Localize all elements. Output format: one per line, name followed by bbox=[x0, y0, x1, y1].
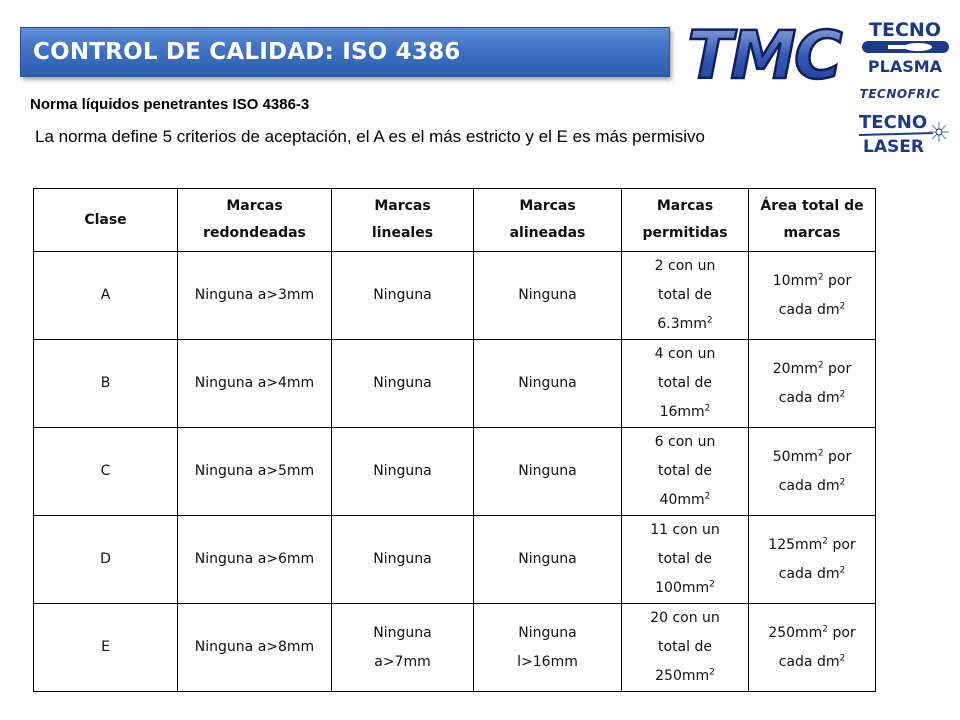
tecnolaser-logo bbox=[855, 108, 955, 158]
cell-redondeadas: Ninguna a>5mm bbox=[178, 428, 332, 516]
svg-text:TECNO: TECNO bbox=[869, 19, 941, 41]
cell-lineales: Ninguna bbox=[332, 428, 474, 516]
cell-area-total: $50mm^2$ por cada $dm^2$ bbox=[749, 428, 876, 516]
header-clase: Clase bbox=[34, 189, 178, 252]
svg-text:LASER: LASER bbox=[863, 137, 924, 157]
cell-permitidas: 4 con un total de $16mm^2$ bbox=[622, 340, 749, 428]
svg-text:PLASMA: PLASMA bbox=[867, 57, 943, 76]
cell-clase: B bbox=[34, 340, 178, 428]
table-header-row bbox=[34, 189, 876, 252]
cell-alineadas: Ninguna bbox=[474, 340, 622, 428]
tmc-logo bbox=[682, 12, 847, 90]
header-area-total: Área total de marcas bbox=[749, 189, 876, 252]
cell-alineadas: Ninguna bbox=[474, 516, 622, 604]
cell-area-total: $10mm^2$ por cada $dm^2$ bbox=[749, 252, 876, 340]
header-marcas-alineadas: Marcas alineadas bbox=[474, 189, 622, 252]
cell-clase: D bbox=[34, 516, 178, 604]
cell-area-total: $125mm^2$ por cada $dm^2$ bbox=[749, 516, 876, 604]
intro-text: La norma define 5 criterios de aceptación, el A es el más estricto y el E es más permisivo bbox=[35, 127, 705, 146]
table-row bbox=[34, 340, 876, 428]
svg-text:TMC: TMC bbox=[687, 17, 841, 90]
tecnoplasma-logo bbox=[858, 14, 953, 76]
cell-clase: E bbox=[34, 604, 178, 692]
cell-alineadas: Ninguna l>16mm bbox=[474, 604, 622, 692]
page-title: CONTROL DE CALIDAD: ISO 4386 bbox=[33, 39, 461, 65]
cell-area-total: $20mm^2$ por cada $dm^2$ bbox=[749, 340, 876, 428]
header-marcas-lineales: Marcas lineales bbox=[332, 189, 474, 252]
cell-redondeadas: Ninguna a>3mm bbox=[178, 252, 332, 340]
cell-lineales: Ninguna bbox=[332, 340, 474, 428]
title-banner bbox=[20, 27, 670, 77]
header-marcas-permitidas: Marcas permitidas bbox=[622, 189, 749, 252]
cell-lineales: Ninguna bbox=[332, 516, 474, 604]
header-marcas-redondeadas: Marcas redondeadas bbox=[178, 189, 332, 252]
cell-clase: A bbox=[34, 252, 178, 340]
cell-lineales: Ninguna a>7mm bbox=[332, 604, 474, 692]
table-row bbox=[34, 252, 876, 340]
cell-lineales: Ninguna bbox=[332, 252, 474, 340]
tecnofric-logo: TECNOFRIC bbox=[859, 87, 941, 101]
table-row bbox=[34, 428, 876, 516]
table-row bbox=[34, 604, 876, 692]
cell-permitidas: 11 con un total de $100mm^2$ bbox=[622, 516, 749, 604]
cell-alineadas: Ninguna bbox=[474, 428, 622, 516]
cell-permitidas: 2 con un total de $6.3mm^2$ bbox=[622, 252, 749, 340]
cell-redondeadas: Ninguna a>4mm bbox=[178, 340, 332, 428]
cell-alineadas: Ninguna bbox=[474, 252, 622, 340]
subtitle: Norma líquidos penetrantes ISO 4386-3 bbox=[30, 96, 310, 113]
cell-permitidas: 6 con un total de $40mm^2$ bbox=[622, 428, 749, 516]
acceptance-criteria-table bbox=[33, 188, 876, 692]
table-row bbox=[34, 516, 876, 604]
cell-permitidas: 20 con un total de $250mm^2$ bbox=[622, 604, 749, 692]
cell-area-total: $250mm^2$ por cada $dm^2$ bbox=[749, 604, 876, 692]
cell-clase: C bbox=[34, 428, 178, 516]
cell-redondeadas: Ninguna a>6mm bbox=[178, 516, 332, 604]
cell-redondeadas: Ninguna a>8mm bbox=[178, 604, 332, 692]
svg-text:TECNO: TECNO bbox=[859, 112, 928, 133]
